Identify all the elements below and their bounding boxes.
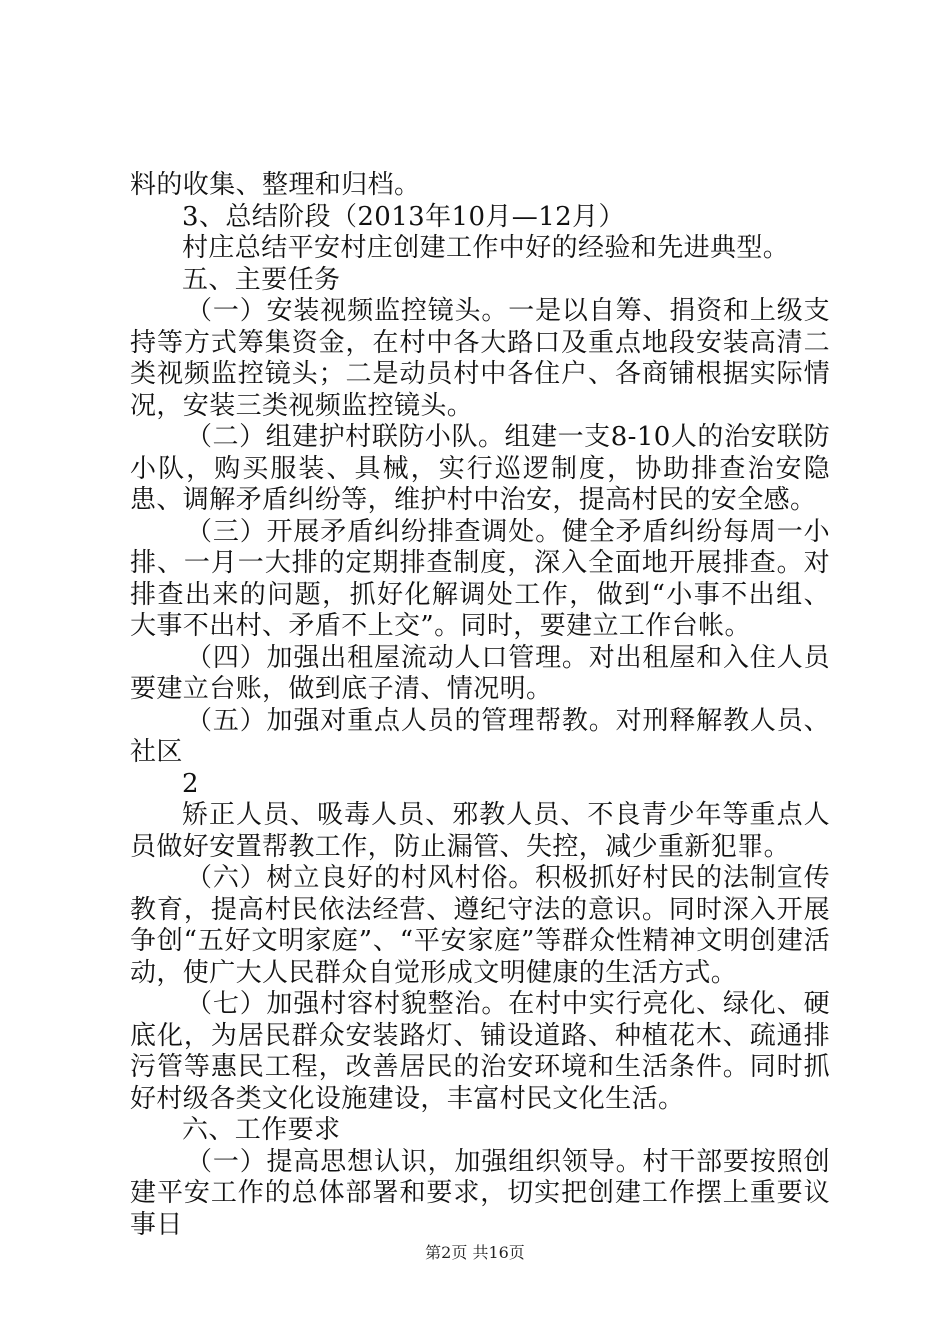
paragraph-task-7: （七）加强村容村貌整治。在村中实行亮化、绿化、硬底化，为居民群众安装路灯、铺设道路、种植花木、疏通排污管等惠民工程，改善居民的治安环境和生活条件。同时抓好村级各类文化设施建设，丰富村民文化生活。 xyxy=(130,989,830,1114)
paragraph-task-4: （四）加强出租屋流动人口管理。对出租屋和入住人员要建立台账，做到底子清、情况明。 xyxy=(130,642,830,704)
section-heading-summary-stage: 3、总结阶段（2013年10月—12月） xyxy=(182,201,625,232)
paragraph-summary: 村庄总结平安村庄创建工作中好的经验和先进典型。 xyxy=(182,233,790,263)
paragraph-task-2: （二）组建护村联防小队。组建一支8-10人的治安联防小队，购买服装、具械，实行巡逻制度，协助排查治安隐患、调解矛盾纠纷等，维护村中治安，提高村民的安全感。 xyxy=(130,422,830,515)
section-heading-work-requirements: 六、工作要求 xyxy=(182,1115,341,1145)
paragraph-task-6: （六）树立良好的村风村俗。积极抓好村民的法制宣传教育，提高村民依法经营、遵纪守法的意识。同时深入开展争创“五好文明家庭”、“平安家庭”等群众性精神文明创建活动，使广大人民群众自觉形成文明健康的生活方式。 xyxy=(130,863,830,988)
paragraph-requirement-1: （一）提高思想认识，加强组织领导。村干部要按照创建平安工作的总体部署和要求，切实把创建工作摆上重要议事日 xyxy=(130,1146,830,1240)
section-heading-main-tasks: 五、主要任务 xyxy=(182,264,341,295)
paragraph-task-5: （五）加强对重点人员的管理帮教。对刑释解教人员、社区 xyxy=(130,705,830,767)
paragraph-continuation: 料的收集、整理和归档。 xyxy=(130,170,421,200)
paragraph-task-1: （一）安装视频监控镜头。一是以自筹、捐资和上级支持等方式筹集资金，在村中各大路口及重点地段安装高清二类视频监控镜头；二是动员村中各住户、各商铺根据实际情况，安装三类视频监控镜头。 xyxy=(130,296,830,421)
document-body xyxy=(130,170,830,1241)
paragraph-task-3: （三）开展矛盾纠纷排查调处。健全矛盾纠纷每周一小排、一月一大排的定期排查制度，深入全面地开展排查。对排查出来的问题，抓好化解调处工作，做到“小事不出组、大事不出村、矛盾不上交”。同时，要建立工作台帐。 xyxy=(130,516,830,641)
paragraph-task-5-continued: 矫正人员、吸毒人员、邪教人员、不良青少年等重点人员做好安置帮教工作，防止漏管、失控，减少重新犯罪。 xyxy=(130,800,830,862)
page-footer xyxy=(0,1240,950,1263)
page-number-label: 第2页 共16页 xyxy=(425,1243,525,1262)
inline-page-number: 2 xyxy=(182,768,199,799)
